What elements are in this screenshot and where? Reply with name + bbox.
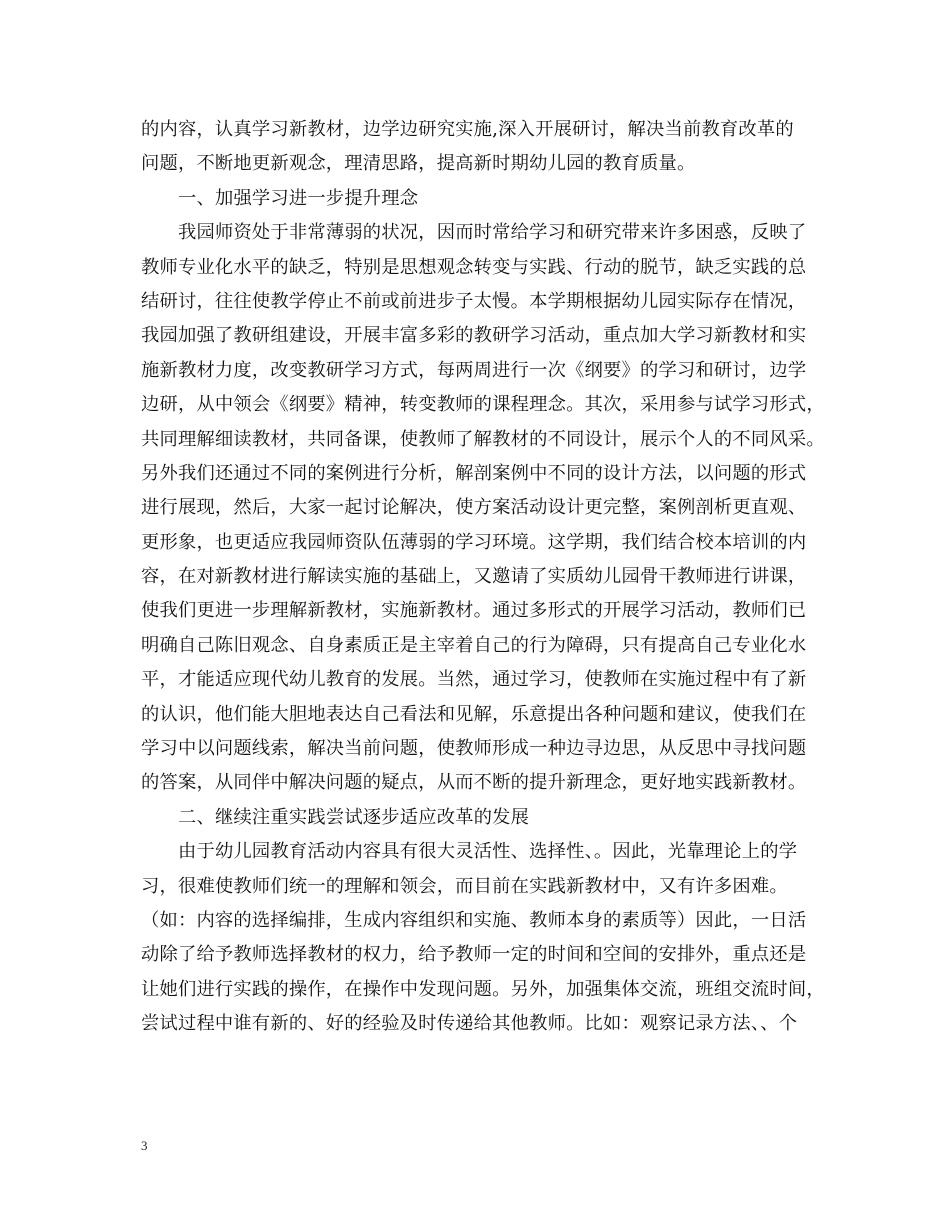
text-line: 问题，不断地更新观念，理清思路，提高新时期幼儿园的教育质量。 — [141, 153, 696, 175]
text-line: 由于幼儿园教育活动内容具有很大灵活性、选择性、。因此，光靠理论上的学 — [178, 841, 798, 863]
text-line: 共同理解细读教材，共同备课，使教师了解教材的不同设计，展示个人的不同风采。 — [141, 428, 825, 450]
text-line: 教师专业化水平的缺乏，特别是思想观念转变与实践、行动的脱节，缺乏实践的总 — [141, 256, 807, 278]
text-line: 施新教材力度，改变教研学习方式，每两周进行一次《纲要》的学习和研讨，边学 — [141, 359, 807, 381]
text-line: 习，很难使教师们统一的理解和领会，而目前在实践新教材中，又有许多困难。 — [141, 875, 788, 897]
text-line: 我园加强了教研组建设，开展丰富多彩的教研学习活动，重点加大学习新教材和实 — [141, 325, 807, 347]
body-text — [141, 113, 831, 1042]
text-line: （如：内容的选择编排，生成内容组织和实施、教师本身的素质等）因此，一日活 — [141, 909, 807, 931]
text-line: 另外我们还通过不同的案例进行分析，解剖案例中不同的设计方法，以问题的形式 — [141, 462, 807, 484]
text-line: 让她们进行实践的操作，在操作中发现问题。另外，加强集体交流，班组交流时间， — [141, 978, 825, 1000]
text-line: 的认识，他们能大胆地表达自己看法和见解，乐意提出各种问题和建议，使我们在 — [141, 703, 807, 725]
text-line: 进行展现，然后，大家一起讨论解决，使方案活动设计更完整，案例剖析更直观、 — [141, 497, 807, 519]
page-number: 3 — [141, 1138, 148, 1153]
text-line: 结研讨，往往使教学停止不前或前进步子太慢。本学期根据幼儿园实际存在情况， — [141, 290, 807, 312]
text-line: 学习中以问题线索，解决当前问题，使教师形成一种边寻边思，从反思中寻找问题 — [141, 738, 807, 760]
text-line: 尝试过程中谁有新的、好的经验及时传递给其他教师。比如：观察记录方法、、个 — [141, 1013, 798, 1035]
section-heading: 一、加强学习进一步提升理念 — [178, 187, 419, 209]
text-line: 平，才能适应现代幼儿教育的发展。当然，通过学习，使教师在实施过程中有了新 — [141, 669, 807, 691]
text-line: 明确自己陈旧观念、自身素质正是主宰着自己的行为障碍，只有提高自己专业化水 — [141, 634, 807, 656]
text-line: 更形象，也更适应我园师资队伍薄弱的学习环境。这学期，我们结合校本培训的内 — [141, 531, 807, 553]
text-line: 容，在对新教材进行解读实施的基础上，又邀请了实质幼儿园骨干教师进行讲课， — [141, 566, 807, 588]
section-heading: 二、继续注重实践尝试逐步适应改革的发展 — [178, 806, 530, 828]
text-line: 的内容，认真学习新教材，边学边研究实施,深入开展研讨，解决当前教育改革的 — [141, 119, 794, 140]
text-line: 我园师资处于非常薄弱的状况，因而时常给学习和研究带来许多困惑，反映了 — [178, 222, 807, 244]
text-line: 的答案，从同伴中解决问题的疑点，从而不断的提升新理念，更好地实践新教材。 — [141, 772, 807, 794]
text-line: 动除了给予教师选择教材的权力，给予教师一定的时间和空间的安排外，重点还是 — [141, 944, 807, 966]
text-line: 边研，从中领会《纲要》精神，转变教师的课程理念。其次，采用参与试学习形式， — [141, 394, 825, 416]
text-line: 使我们更进一步理解新教材，实施新教材。通过多形式的开展学习活动，教师们已 — [141, 600, 807, 622]
